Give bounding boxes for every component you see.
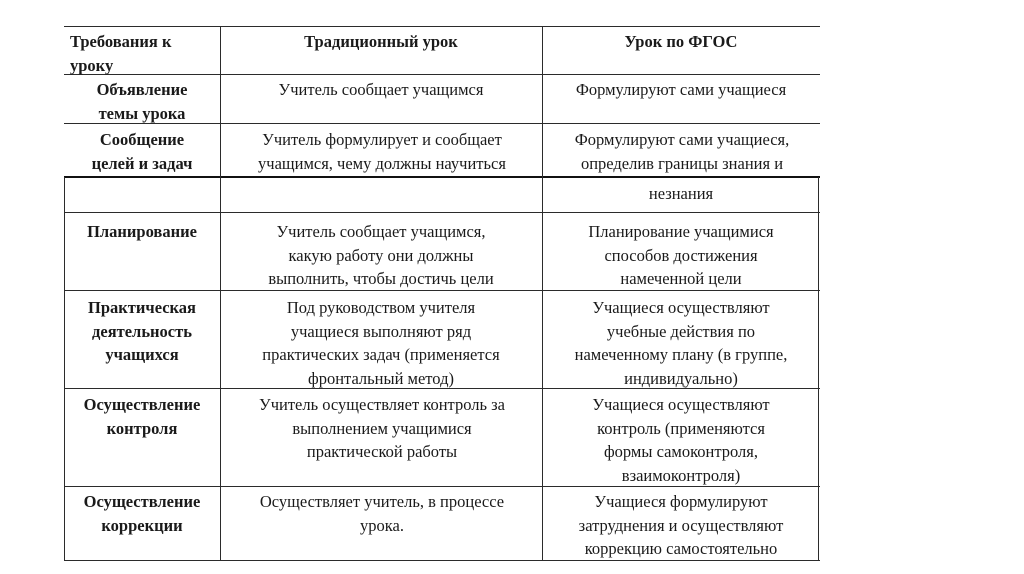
row-requirement: Планирование <box>87 222 197 241</box>
row-traditional: Учитель сообщает учащимся, какую работу они должны выполнить, чтобы достичь цели <box>268 222 494 288</box>
row-fgos: Формулируют сами учащиеся <box>575 80 787 99</box>
row-traditional: Под руководством учителя учащиеся выполняют ряд практических задач (применяется фронтальный метод) <box>262 298 500 388</box>
table-rule <box>64 176 820 178</box>
row-traditional: Осуществляет учитель, в процессе урока. <box>259 492 505 535</box>
row-requirement: Сообщение целей и задач <box>91 130 193 173</box>
row-fgos: Учащиеся формулируют затруднения и осуществляют коррекцию самостоятельно <box>578 492 784 558</box>
row-requirement: Осуществление коррекции <box>83 492 201 535</box>
row-traditional: Учитель формулирует и сообщает учащимся, чему должны научиться <box>258 130 506 173</box>
row-fgos: Учащиеся осуществляют учебные действия по намеченному плану (в группе, индивидуально) <box>574 298 788 388</box>
row-fgos-continued: незнания <box>648 184 714 203</box>
row-traditional: Учитель осуществляет контроль за выполнением учащимися практической работы <box>259 395 505 461</box>
comparison-table <box>64 24 820 564</box>
table-rule <box>64 212 820 213</box>
table-rule <box>818 177 819 561</box>
table-rule <box>64 26 820 27</box>
row-requirement: Объявление темы урока <box>96 80 188 123</box>
row-traditional: Учитель сообщает учащимся <box>278 80 484 99</box>
row-fgos: Планирование учащимися способов достижения намеченной цели <box>588 222 774 288</box>
row-requirement: Практическая деятельность учащихся <box>88 298 196 364</box>
header-fgos: Урок по ФГОС <box>624 32 738 51</box>
table-rule <box>220 26 221 561</box>
header-requirements: Требования к уроку <box>70 32 172 75</box>
row-fgos: Формулируют сами учащиеся, определив границы знания и <box>574 130 790 173</box>
row-fgos: Учащиеся осуществляют контроль (применяются формы самоконтроля, взаимоконтроля) <box>592 395 770 485</box>
header-traditional: Традиционный урок <box>304 32 458 51</box>
row-requirement: Осуществление контроля <box>83 395 201 438</box>
